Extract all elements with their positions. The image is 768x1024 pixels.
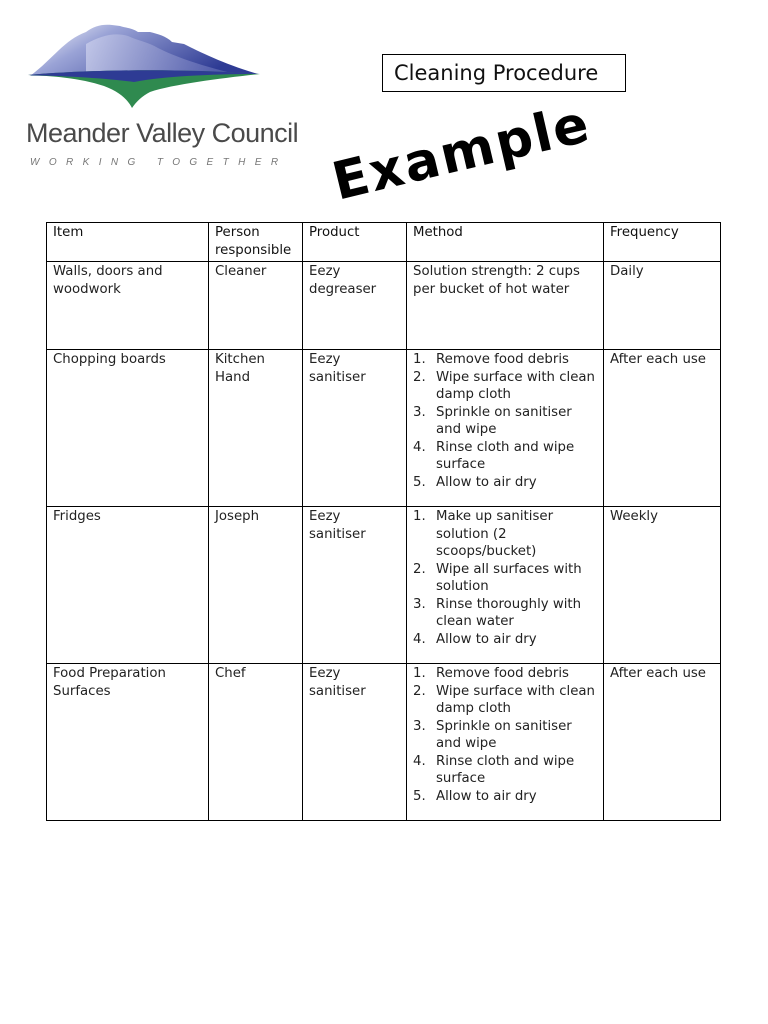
method-step: 1. Make up sanitiser solution (2 scoops/bucket) <box>413 509 554 559</box>
method-step: 4. Rinse cloth and wipe surface <box>413 439 575 472</box>
table-row <box>47 507 721 664</box>
method-step: 1. Remove food debris <box>413 352 569 367</box>
page-title: Cleaning Procedure <box>382 54 626 92</box>
method-step: 5. Allow to air dry <box>413 474 537 490</box>
method-step: 2. Wipe surface with clean damp cloth <box>413 369 595 402</box>
cell-product: Eezy sanitiser <box>303 350 407 507</box>
cell-frequency: After each use <box>604 350 721 507</box>
cell-item: Chopping boards <box>47 350 209 507</box>
council-name: Meander Valley Council <box>26 118 299 148</box>
table-row <box>47 350 721 507</box>
method-steps <box>413 351 597 491</box>
header-product: Product <box>303 223 407 262</box>
mountain-logo-icon <box>24 18 274 113</box>
cell-person: Chef <box>209 664 303 821</box>
cell-person: Kitchen Hand <box>209 350 303 507</box>
cell-method: Solution strength: 2 cups per bucket of hot water <box>407 262 604 350</box>
cell-product: Eezy sanitiser <box>303 664 407 821</box>
cell-product: Eezy sanitiser <box>303 507 407 664</box>
cleaning-schedule-table <box>46 222 721 821</box>
cell-item: Fridges <box>47 507 209 664</box>
header-item: Item <box>47 223 209 262</box>
table-row <box>47 664 721 821</box>
council-logo <box>24 18 274 113</box>
cell-method <box>407 507 604 664</box>
cell-method <box>407 664 604 821</box>
cell-frequency: Daily <box>604 262 721 350</box>
method-steps <box>413 665 597 805</box>
council-tagline: WORKING TOGETHER <box>30 157 288 168</box>
cell-frequency: After each use <box>604 664 721 821</box>
svg-text:Example <box>327 100 596 213</box>
method-step: 2. Wipe all surfaces with solution <box>413 561 582 594</box>
table-header-row <box>47 223 721 262</box>
method-step: 4. Rinse cloth and wipe surface <box>413 753 575 786</box>
cell-person: Cleaner <box>209 262 303 350</box>
method-step: 4. Allow to air dry <box>413 631 537 647</box>
cell-method <box>407 350 604 507</box>
cell-person: Joseph <box>209 507 303 664</box>
watermark-text: Example <box>326 100 597 213</box>
method-step: 3. Sprinkle on sanitiser and wipe <box>413 404 572 437</box>
method-step: 2. Wipe surface with clean damp cloth <box>413 683 595 716</box>
method-steps <box>413 508 597 648</box>
cell-product: Eezy degreaser <box>303 262 407 350</box>
header-frequency: Frequency <box>604 223 721 262</box>
method-step: 3. Rinse thoroughly with clean water <box>413 596 582 629</box>
header-method: Method <box>407 223 604 262</box>
cell-item: Walls, doors and woodwork <box>47 262 209 350</box>
header-person-responsible: Person responsible <box>209 223 303 262</box>
table-row <box>47 262 721 350</box>
cell-frequency: Weekly <box>604 507 721 664</box>
cell-item: Food Preparation Surfaces <box>47 664 209 821</box>
method-step: 5. Allow to air dry <box>413 788 537 804</box>
method-step: 3. Sprinkle on sanitiser and wipe <box>413 718 572 751</box>
example-watermark <box>320 100 700 220</box>
method-step: 1. Remove food debris <box>413 666 569 681</box>
